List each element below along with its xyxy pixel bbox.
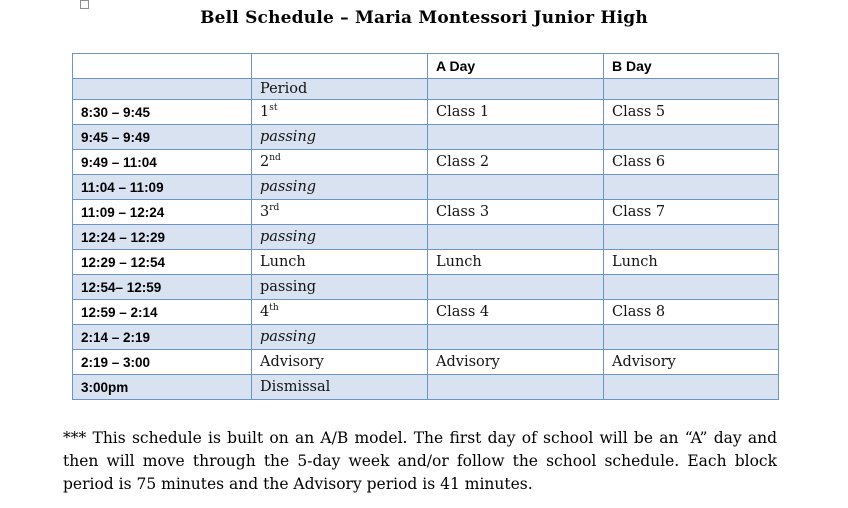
b-day-cell: Class 6: [604, 150, 779, 175]
ordinal-superscript: st: [269, 103, 278, 114]
table-row: [73, 300, 779, 325]
ordinal-superscript: th: [269, 303, 279, 314]
period-cell: 3rd: [252, 200, 428, 225]
time-cell: [73, 79, 252, 100]
period-cell: passing: [252, 175, 428, 200]
table-row: [73, 125, 779, 150]
header-cell-b-day: B Day: [604, 54, 779, 79]
header-cell-a-day: A Day: [428, 54, 604, 79]
b-day-cell: Class 5: [604, 100, 779, 125]
a-day-cell: [428, 325, 604, 350]
period-cell: 2nd: [252, 150, 428, 175]
a-day-cell: [428, 375, 604, 400]
a-day-cell: [428, 125, 604, 150]
time-cell: 12:59 – 2:14: [73, 300, 252, 325]
time-cell: 2:14 – 2:19: [73, 325, 252, 350]
table-row: [73, 100, 779, 125]
period-cell: Dismissal: [252, 375, 428, 400]
table-row: [73, 200, 779, 225]
b-day-cell: Class 8: [604, 300, 779, 325]
period-cell: passing: [252, 275, 428, 300]
table-row: [73, 325, 779, 350]
table-row: [73, 275, 779, 300]
period-cell: Advisory: [252, 350, 428, 375]
time-cell: 11:04 – 11:09: [73, 175, 252, 200]
header-cell-period-empty: [252, 54, 428, 79]
period-cell: passing: [252, 325, 428, 350]
table-row: [73, 175, 779, 200]
period-cell: passing: [252, 125, 428, 150]
a-day-cell: Class 3: [428, 200, 604, 225]
table-header-row: [73, 54, 779, 79]
time-cell: 8:30 – 9:45: [73, 100, 252, 125]
table-row: [73, 150, 779, 175]
time-cell: 2:19 – 3:00: [73, 350, 252, 375]
time-cell: 12:29 – 12:54: [73, 250, 252, 275]
period-cell: Period: [252, 79, 428, 100]
time-cell: 12:24 – 12:29: [73, 225, 252, 250]
a-day-cell: [428, 79, 604, 100]
a-day-cell: Advisory: [428, 350, 604, 375]
time-cell: 12:54– 12:59: [73, 275, 252, 300]
b-day-cell: [604, 275, 779, 300]
time-cell: 9:45 – 9:49: [73, 125, 252, 150]
table-row: [73, 79, 779, 100]
b-day-cell: Class 7: [604, 200, 779, 225]
a-day-cell: [428, 175, 604, 200]
b-day-cell: [604, 175, 779, 200]
ordinal-superscript: nd: [269, 153, 281, 164]
a-day-cell: Class 4: [428, 300, 604, 325]
a-day-cell: [428, 225, 604, 250]
ordinal-superscript: rd: [269, 203, 280, 214]
a-day-cell: Lunch: [428, 250, 604, 275]
period-cell: 4th: [252, 300, 428, 325]
time-cell: 3:00pm: [73, 375, 252, 400]
b-day-cell: [604, 375, 779, 400]
b-day-cell: [604, 325, 779, 350]
a-day-cell: [428, 275, 604, 300]
page-title: Bell Schedule – Maria Montessori Junior High: [200, 8, 648, 28]
header-cell-time-empty: [73, 54, 252, 79]
table-row: [73, 350, 779, 375]
period-cell: 1st: [252, 100, 428, 125]
b-day-cell: [604, 79, 779, 100]
a-day-cell: Class 2: [428, 150, 604, 175]
table-row: [73, 250, 779, 275]
b-day-cell: [604, 125, 779, 150]
table-row: [73, 375, 779, 400]
b-day-cell: Lunch: [604, 250, 779, 275]
b-day-cell: [604, 225, 779, 250]
b-day-cell: Advisory: [604, 350, 779, 375]
a-day-cell: Class 1: [428, 100, 604, 125]
bell-schedule-table: [72, 53, 779, 400]
schedule-footnote: *** This schedule is built on an A/B model. The first day of school will be an “A” day and then will move through the 5-day week and/or follow the school schedule. Each block period is 75 minutes and the Advisory period is 41 minutes.: [63, 429, 777, 493]
period-cell: Lunch: [252, 250, 428, 275]
table-row: [73, 225, 779, 250]
time-cell: 9:49 – 11:04: [73, 150, 252, 175]
period-cell: passing: [252, 225, 428, 250]
time-cell: 11:09 – 12:24: [73, 200, 252, 225]
